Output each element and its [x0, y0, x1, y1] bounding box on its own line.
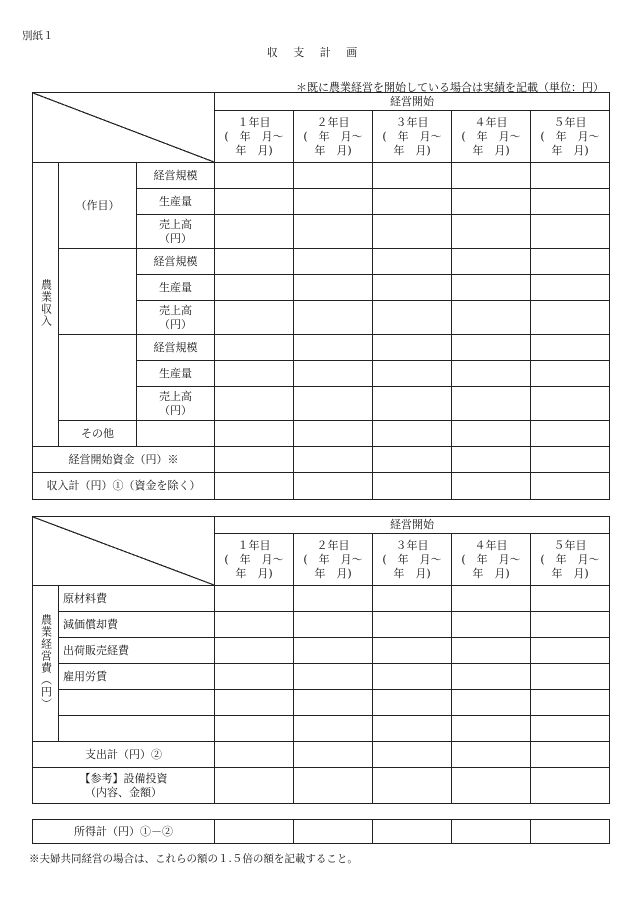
input-cell[interactable] [215, 638, 294, 664]
input-cell[interactable] [215, 690, 294, 716]
input-cell[interactable] [452, 612, 531, 638]
input-cell[interactable] [215, 249, 294, 275]
input-cell[interactable] [373, 275, 452, 301]
input-cell[interactable] [452, 335, 531, 361]
input-cell[interactable] [373, 163, 452, 189]
input-cell[interactable] [294, 638, 373, 664]
other-detail-cell[interactable] [137, 421, 215, 447]
input-cell[interactable] [452, 275, 531, 301]
unit-note: ＊既に農業経営を開始している場合は実績を記載（単位：円） [296, 81, 604, 94]
income-total-label: 収入計（円）①（資金を除く） [33, 473, 215, 500]
input-cell[interactable] [294, 249, 373, 275]
input-cell[interactable] [215, 742, 294, 768]
period-end: 年 月) [235, 566, 273, 580]
input-cell[interactable] [215, 215, 294, 249]
year-label: ４年目 [474, 538, 508, 552]
input-cell[interactable] [531, 586, 610, 612]
input-cell[interactable] [373, 716, 452, 742]
reference-investment-cell [33, 768, 215, 804]
input-cell[interactable] [215, 768, 294, 804]
income-vertical-label: 農業収入 [39, 278, 53, 327]
sales-label: 売上高 [159, 389, 192, 403]
input-cell[interactable] [531, 387, 610, 421]
input-cell[interactable] [294, 421, 373, 447]
input-cell[interactable] [373, 820, 452, 844]
income-vertical-cell [33, 163, 59, 447]
input-cell[interactable] [531, 361, 610, 387]
scale-label: 経営規模 [137, 335, 215, 361]
input-cell[interactable] [531, 473, 610, 500]
input-cell[interactable] [531, 163, 610, 189]
input-cell[interactable] [373, 586, 452, 612]
year-label: ５年目 [553, 115, 587, 129]
input-cell[interactable] [215, 612, 294, 638]
period-end: 年 月) [314, 566, 352, 580]
input-cell[interactable] [294, 820, 373, 844]
period-start: ( 年 月～ [461, 129, 521, 143]
input-cell[interactable] [215, 163, 294, 189]
header-group: 経営開始 [215, 93, 610, 111]
input-cell[interactable] [531, 612, 610, 638]
year-header-5 [531, 534, 610, 586]
period-start: ( 年 月～ [540, 129, 600, 143]
year-header-4 [452, 111, 531, 163]
diagonal-corner-cell [33, 93, 215, 163]
input-cell[interactable] [373, 335, 452, 361]
input-cell[interactable] [294, 690, 373, 716]
input-cell[interactable] [294, 387, 373, 421]
expense-total-label: 支出計（円）② [33, 742, 215, 768]
input-cell[interactable] [373, 768, 452, 804]
input-cell[interactable] [531, 742, 610, 768]
expense-item-blank[interactable] [59, 690, 215, 716]
crop-name-cell[interactable] [59, 335, 137, 421]
input-cell[interactable] [531, 215, 610, 249]
header-group: 経営開始 [215, 517, 610, 534]
input-cell[interactable] [452, 690, 531, 716]
page-title: 収 支 計 画 [266, 46, 364, 59]
input-cell[interactable] [373, 742, 452, 768]
scale-label: 経営規模 [137, 249, 215, 275]
input-cell[interactable] [215, 301, 294, 335]
input-cell[interactable] [294, 742, 373, 768]
input-cell[interactable] [294, 768, 373, 804]
year-label: ３年目 [395, 538, 429, 552]
input-cell[interactable] [452, 664, 531, 690]
input-cell[interactable] [373, 421, 452, 447]
expense-item-label: 減価償却費 [59, 612, 215, 638]
yen-unit: （円） [159, 231, 192, 245]
sales-label-cell [137, 301, 215, 335]
scale-label: 経営規模 [137, 163, 215, 189]
input-cell[interactable] [531, 716, 610, 742]
input-cell[interactable] [215, 189, 294, 215]
input-cell[interactable] [452, 421, 531, 447]
year-label: ５年目 [553, 538, 587, 552]
input-cell[interactable] [452, 215, 531, 249]
period-start: ( 年 月～ [540, 552, 600, 566]
period-end: 年 月) [551, 143, 589, 157]
period-end: 年 月) [472, 143, 510, 157]
input-cell[interactable] [294, 473, 373, 500]
input-cell[interactable] [294, 664, 373, 690]
input-cell[interactable] [373, 447, 452, 473]
input-cell[interactable] [531, 335, 610, 361]
input-cell[interactable] [373, 301, 452, 335]
year-header-3 [373, 111, 452, 163]
year-label: ４年目 [474, 115, 508, 129]
input-cell[interactable] [215, 421, 294, 447]
crop-name-cell[interactable] [59, 163, 137, 249]
input-cell[interactable] [215, 387, 294, 421]
expense-item-label: 出荷販売経費 [59, 638, 215, 664]
input-cell[interactable] [294, 612, 373, 638]
input-cell[interactable] [531, 768, 610, 804]
input-cell[interactable] [373, 473, 452, 500]
expense-item-label: 雇用労賃 [59, 664, 215, 690]
other-label: その他 [59, 421, 137, 447]
sales-label: 売上高 [159, 217, 192, 231]
input-cell[interactable] [531, 421, 610, 447]
annex-label: 別紙１ [22, 30, 54, 42]
input-cell[interactable] [531, 447, 610, 473]
yen-unit: （円） [159, 403, 192, 417]
input-cell[interactable] [531, 189, 610, 215]
input-cell[interactable] [531, 690, 610, 716]
period-end: 年 月) [393, 566, 431, 580]
expense-vertical-label: 農業経営費（円） [39, 613, 53, 710]
net-income-label: 所得計（円）①－② [33, 820, 215, 844]
input-cell[interactable] [294, 447, 373, 473]
input-cell[interactable] [215, 716, 294, 742]
input-cell[interactable] [373, 612, 452, 638]
period-end: 年 月) [393, 143, 431, 157]
input-cell[interactable] [215, 275, 294, 301]
input-cell[interactable] [294, 163, 373, 189]
input-cell[interactable] [452, 301, 531, 335]
year-header-4 [452, 534, 531, 586]
input-cell[interactable] [215, 473, 294, 500]
input-cell[interactable] [452, 586, 531, 612]
input-cell[interactable] [215, 820, 294, 844]
input-cell[interactable] [373, 664, 452, 690]
input-cell[interactable] [373, 361, 452, 387]
sales-label-cell [137, 215, 215, 249]
input-cell[interactable] [452, 361, 531, 387]
production-label: 生産量 [137, 189, 215, 215]
expense-table [32, 516, 610, 804]
input-cell[interactable] [294, 586, 373, 612]
input-cell[interactable] [373, 387, 452, 421]
input-cell[interactable] [452, 163, 531, 189]
input-cell[interactable] [452, 473, 531, 500]
footnote: ※夫婦共同経営の場合は、これらの額の１.５倍の額を記載すること。 [29, 853, 358, 865]
period-start: ( 年 月～ [303, 552, 363, 566]
year-label: ２年目 [316, 115, 350, 129]
period-end: 年 月) [472, 566, 510, 580]
input-cell[interactable] [531, 301, 610, 335]
production-label: 生産量 [137, 361, 215, 387]
year-header-2 [294, 534, 373, 586]
input-cell[interactable] [531, 664, 610, 690]
reference-label: 【参考】設備投資 [79, 771, 168, 785]
input-cell[interactable] [294, 716, 373, 742]
income-table [32, 92, 610, 500]
startup-funds-label: 経営開始資金（円）※ [33, 447, 215, 473]
period-end: 年 月) [551, 566, 589, 580]
input-cell[interactable] [215, 335, 294, 361]
input-cell[interactable] [452, 768, 531, 804]
period-end: 年 月) [235, 143, 273, 157]
period-start: ( 年 月～ [224, 552, 284, 566]
input-cell[interactable] [294, 189, 373, 215]
input-cell[interactable] [452, 447, 531, 473]
period-start: ( 年 月～ [382, 129, 442, 143]
expense-vertical-cell [33, 586, 59, 742]
input-cell[interactable] [373, 215, 452, 249]
input-cell[interactable] [452, 189, 531, 215]
input-cell[interactable] [294, 361, 373, 387]
input-cell[interactable] [294, 301, 373, 335]
period-start: ( 年 月～ [224, 129, 284, 143]
input-cell[interactable] [531, 820, 610, 844]
period-end: 年 月) [314, 143, 352, 157]
diagonal-corner-cell [33, 517, 215, 586]
input-cell[interactable] [215, 361, 294, 387]
expense-item-blank[interactable] [59, 716, 215, 742]
sales-label: 売上高 [159, 303, 192, 317]
input-cell[interactable] [452, 716, 531, 742]
expense-item-label: 原材料費 [59, 586, 215, 612]
period-start: ( 年 月～ [303, 129, 363, 143]
crop-name-cell[interactable] [59, 249, 137, 335]
sales-label-cell [137, 387, 215, 421]
year-header-3 [373, 534, 452, 586]
input-cell[interactable] [452, 742, 531, 768]
input-cell[interactable] [531, 249, 610, 275]
yen-unit: （円） [159, 317, 192, 331]
input-cell[interactable] [294, 275, 373, 301]
input-cell[interactable] [452, 249, 531, 275]
input-cell[interactable] [294, 215, 373, 249]
year-label: ３年目 [395, 115, 429, 129]
crop-label: （作目） [75, 198, 120, 212]
input-cell[interactable] [373, 690, 452, 716]
year-label: １年目 [237, 538, 271, 552]
year-header-2 [294, 111, 373, 163]
input-cell[interactable] [215, 664, 294, 690]
year-label: ２年目 [316, 538, 350, 552]
input-cell[interactable] [452, 820, 531, 844]
period-start: ( 年 月～ [382, 552, 442, 566]
production-label: 生産量 [137, 275, 215, 301]
input-cell[interactable] [294, 335, 373, 361]
input-cell[interactable] [531, 275, 610, 301]
input-cell[interactable] [215, 586, 294, 612]
year-header-1 [215, 534, 294, 586]
year-label: １年目 [237, 115, 271, 129]
input-cell[interactable] [452, 638, 531, 664]
net-income-table [32, 819, 610, 844]
input-cell[interactable] [215, 447, 294, 473]
input-cell[interactable] [373, 189, 452, 215]
input-cell[interactable] [531, 638, 610, 664]
input-cell[interactable] [452, 387, 531, 421]
reference-detail: （内容、金額） [85, 785, 162, 799]
period-start: ( 年 月～ [461, 552, 521, 566]
input-cell[interactable] [373, 249, 452, 275]
year-header-5 [531, 111, 610, 163]
year-header-1 [215, 111, 294, 163]
input-cell[interactable] [373, 638, 452, 664]
